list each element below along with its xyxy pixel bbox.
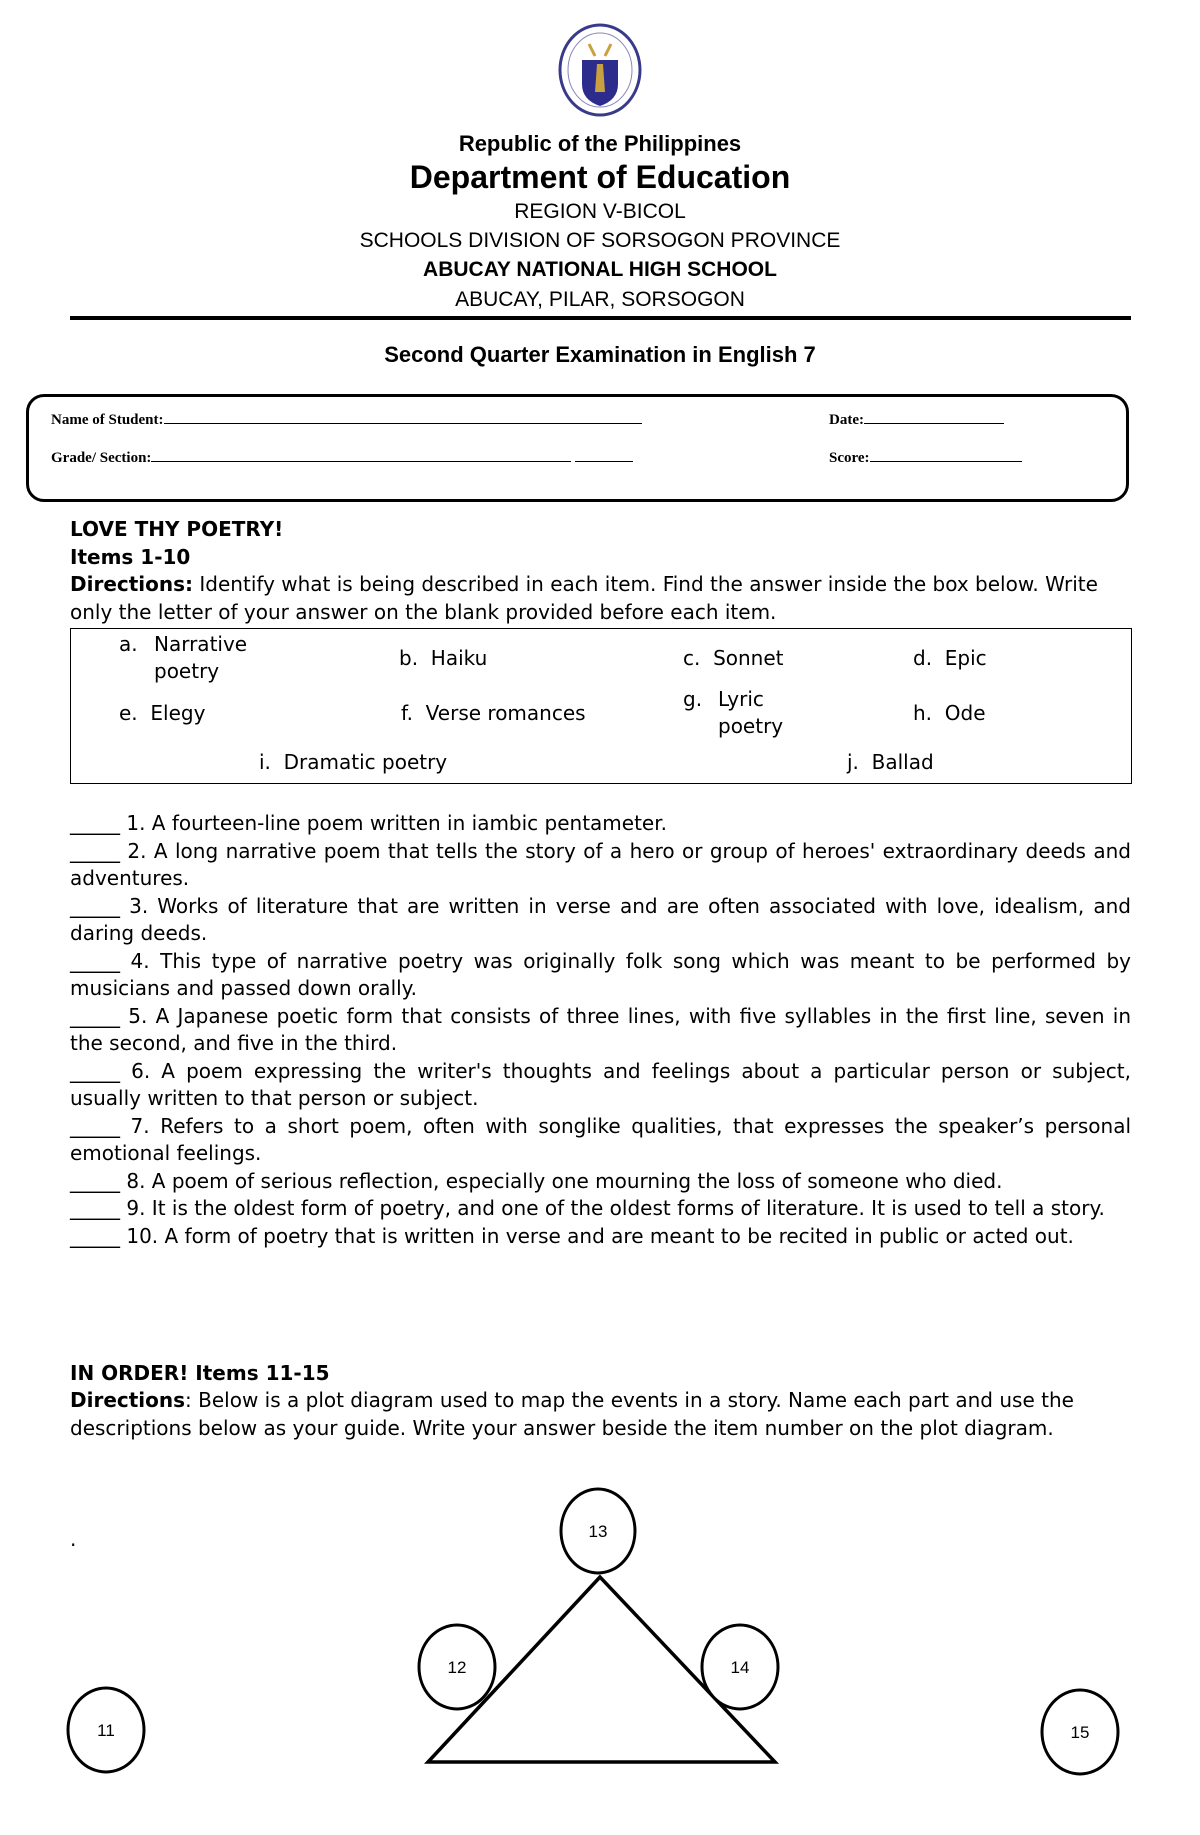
item-3: _____ 3. Works of literature that are written in verse and are often associated with love, idealism, and daring deeds. <box>70 893 1131 945</box>
choice-c: c. Sonnet <box>683 646 784 670</box>
circle-13-label: 13 <box>588 1522 608 1541</box>
item-2: _____ 2. A long narrative poem that tells the story of a hero or group of heroes' extraordinary deeds and adventures. <box>70 838 1131 890</box>
part1-title: LOVE THY POETRY! <box>70 517 284 541</box>
deped-seal-logo <box>557 22 643 118</box>
part1-directions <box>70 571 1131 626</box>
date-field[interactable] <box>829 409 1004 429</box>
choice-h: h. Ode <box>913 701 986 725</box>
choice-f: f. Verse romances <box>401 701 586 725</box>
circle-11-label: 11 <box>97 1721 115 1740</box>
part2-directions <box>70 1387 1131 1442</box>
item-6: _____ 6. A poem expressing the writer's thoughts and feelings about a particular person or subject, usually written to that person or subject. <box>70 1058 1131 1110</box>
item-4: _____ 4. This type of narrative poetry was originally folk song which was meant to be performed by musicians and passed down orally. <box>70 948 1131 1000</box>
item-8: _____ 8. A poem of serious reflection, especially one mourning the loss of someone who died. <box>70 1168 1003 1193</box>
name-label: Name of Student: <box>51 412 164 428</box>
answer-choices-box: a. Narrative poetry b. Haiku c. Sonnet d. Epic e. Elegy f. Verse romances g. Lyric poetry h. Ode i. Dramatic poetry j. Ballad <box>70 628 1132 784</box>
choice-d: d. Epic <box>913 646 987 670</box>
score-label: Score: <box>829 450 870 466</box>
directions-text: Identify what is being described in each item. Find the answer inside the box below. Write only the letter of your answer on the blank provided before each item. <box>70 572 1098 624</box>
grade-section-field[interactable] <box>51 447 633 467</box>
choice-e: e. Elegy <box>119 701 206 725</box>
item-5: _____ 5. A Japanese poetic form that consists of three lines, with five syllables in the first line, seven in the second, and five in the third. <box>70 1003 1131 1055</box>
circle-14-label: 14 <box>730 1658 750 1677</box>
item-7: _____ 7. Refers to a short poem, often with songlike qualities, that expresses the speaker’s personal emotional feelings. <box>70 1113 1131 1165</box>
header-divider <box>70 316 1131 320</box>
directions-label: Directions: <box>70 572 194 596</box>
division-text: SCHOOLS DIVISION OF SORSOGON PROVINCE <box>359 229 841 252</box>
student-info-box <box>26 394 1129 502</box>
republic-heading: Republic of the Philippines <box>458 131 742 156</box>
circle-15-label: 15 <box>1070 1723 1090 1742</box>
name-field[interactable] <box>51 409 642 429</box>
grade-label: Grade/ Section: <box>51 450 152 466</box>
choice-b: b. Haiku <box>399 646 488 670</box>
part1-items-label: Items 1-10 <box>70 545 191 569</box>
school-name: ABUCAY NATIONAL HIGH SCHOOL <box>423 258 777 281</box>
school-address: ABUCAY, PILAR, SORSOGON <box>455 288 745 311</box>
item-10: _____ 10. A form of poetry that is written in verse and are meant to be recited in public or acted out. <box>70 1223 1074 1248</box>
stray-dot: . <box>70 1527 77 1551</box>
directions-text: : Below is a plot diagram used to map the events in a story. Name each part and use the descriptions below as your guide. Write your answer beside the item number on the plot diagram. <box>70 1388 1074 1440</box>
date-label: Date: <box>829 412 864 428</box>
item-9: _____ 9. It is the oldest form of poetry, and one of the oldest forms of literature. It is used to tell a story. <box>70 1196 1105 1220</box>
circle-12-label: 12 <box>447 1658 467 1677</box>
part2-title: IN ORDER! Items 11-15 <box>70 1361 330 1385</box>
choice-j: j. Ballad <box>847 750 934 774</box>
exam-title: Second Quarter Examination in English 7 <box>384 342 816 367</box>
item-1: _____ 1. A fourteen-line poem written in iambic pentameter. <box>70 811 667 835</box>
choice-i: i. Dramatic poetry <box>259 750 448 774</box>
part1-items-list <box>70 810 1131 1250</box>
department-heading: Department of Education <box>409 159 791 195</box>
plot-diagram <box>0 1480 1200 1800</box>
region-text: REGION V-BICOL <box>514 200 686 223</box>
score-field[interactable] <box>829 447 1022 467</box>
directions-label: Directions <box>70 1388 186 1412</box>
